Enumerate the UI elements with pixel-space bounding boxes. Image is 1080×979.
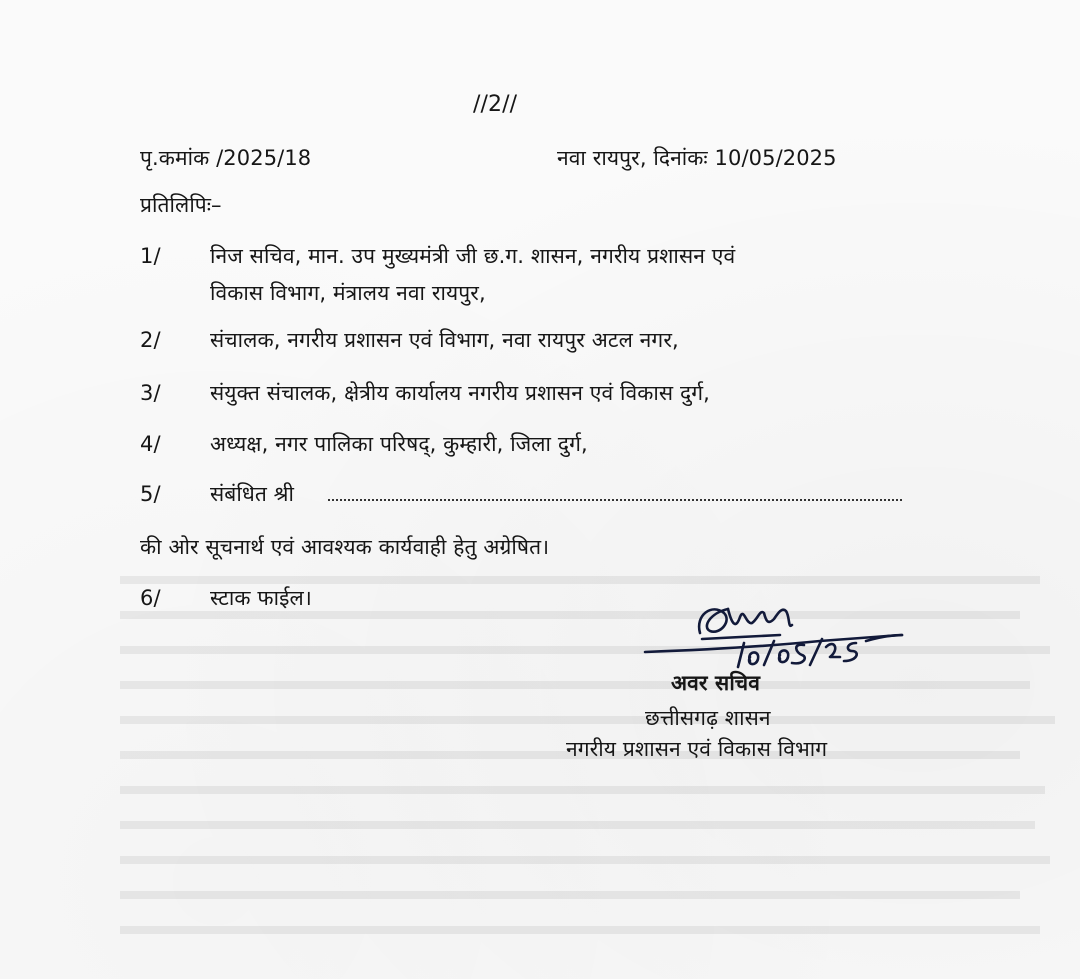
recipient-number: 1/ [140, 244, 161, 268]
signatory-designation: अवर सचिव [671, 671, 760, 695]
recipient-text: अध्यक्ष, नगर पालिका परिषद्, कुम्हारी, जिला दुर्ग, [210, 432, 588, 456]
recipient-text: निज सचिव, मान. उप मुख्यमंत्री जी छ.ग. शासन, नगरीय प्रशासन एवं [210, 244, 736, 268]
recipient-text: संबंधित श्री [210, 482, 295, 506]
handwritten-signature [640, 595, 920, 675]
signatory-government: छत्तीसगढ़ शासन [645, 706, 771, 730]
recipient-text: संयुक्त संचालक, क्षेत्रीय कार्यालय नगरीय प्रशासन एवं विकास दुर्ग, [210, 381, 710, 405]
recipient-number: 2/ [140, 328, 161, 352]
copy-to-heading: प्रतिलिपिः– [140, 193, 222, 217]
recipient-text: संचालक, नगरीय प्रशासन एवं विभाग, नवा रायपुर अटल नगर, [210, 328, 679, 352]
reference-number: पृ.कमांक /2025/18 [140, 146, 312, 170]
page-number: //2// [473, 92, 518, 117]
recipient-number: 5/ [140, 482, 161, 506]
recipient-text: स्टाक फाईल। [210, 586, 312, 610]
recipient-text-continued: विकास विभाग, मंत्रालय नवा रायपुर, [210, 281, 486, 305]
recipient-number: 6/ [140, 586, 161, 610]
recipient-number: 3/ [140, 381, 161, 405]
signatory-department: नगरीय प्रशासन एवं विकास विभाग [566, 737, 828, 761]
forwarding-note: की ओर सूचनार्थ एवं आवश्यक कार्यवाही हेतु अग्रेषित। [140, 535, 550, 559]
blank-fill-line [328, 499, 902, 501]
recipient-number: 4/ [140, 432, 161, 456]
place-and-date: नवा रायपुर, दिनांकः 10/05/2025 [557, 146, 837, 170]
